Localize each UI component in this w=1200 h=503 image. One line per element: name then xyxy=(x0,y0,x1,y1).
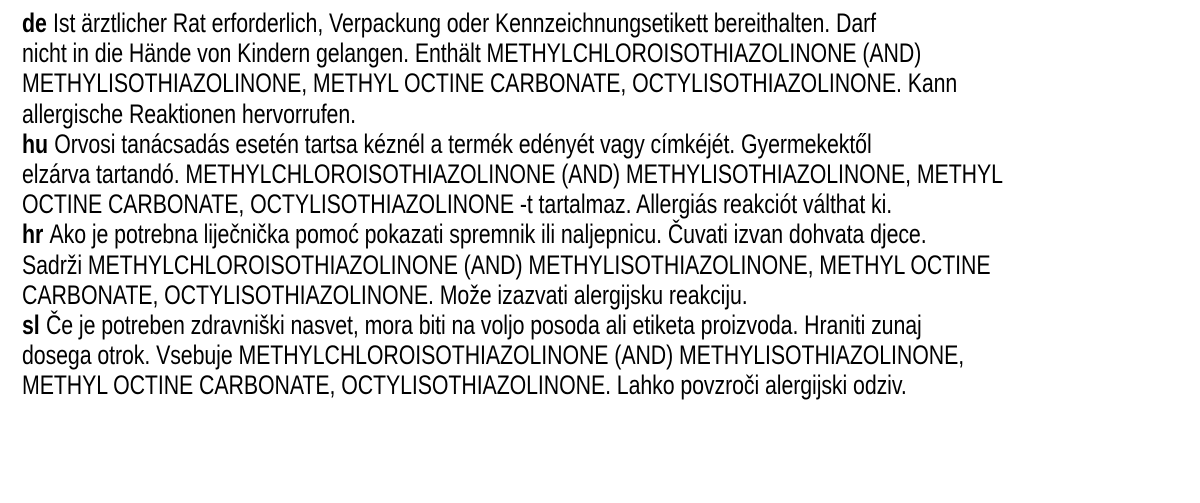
text-line xyxy=(22,219,931,249)
line-text: CARBONATE, OCTYLISOTHIAZOLINONE. Može izazvati alergijsku reakciju. xyxy=(22,279,748,310)
line-text: elzárva tartandó. METHYLCHLOROISOTHIAZOLINONE (AND) METHYLISOTHIAZOLINONE, METHYL xyxy=(22,158,1003,189)
text-line xyxy=(22,38,931,68)
line-text: allergische Reaktionen hervorrufen. xyxy=(22,98,356,129)
line-text: Ist ärztlicher Rat erforderlich, Verpackung oder Kennzeichnungsetikett bereithalten. Darf xyxy=(53,8,876,38)
line-text: OCTINE CARBONATE, OCTYLISOTHIAZOLINONE -t tartalmaz. Allergiás reakciót válthat ki. xyxy=(22,189,893,220)
text-line xyxy=(22,129,931,159)
text-line xyxy=(22,340,965,371)
text-line xyxy=(22,249,991,280)
line-text: Sadrži METHYLCHLOROISOTHIAZOLINONE (AND) METHYLISOTHIAZOLINONE, METHYL OCTINE xyxy=(22,249,991,280)
text-line xyxy=(22,68,958,99)
section-hr xyxy=(22,219,1172,310)
text-line xyxy=(22,370,931,400)
section-de xyxy=(22,8,1172,129)
text-line xyxy=(22,310,931,340)
text-line xyxy=(22,280,931,310)
section-hu xyxy=(22,129,1172,220)
text-line xyxy=(22,99,931,129)
line-text: nicht in die Hände von Kindern gelangen. Enthält METHYLCHLOROISOTHIAZOLINONE (AND) xyxy=(22,38,922,69)
safety-label-text xyxy=(22,8,1172,400)
language-code-hu: hu xyxy=(22,128,48,159)
line-text: Ako je potrebna liječnička pomoć pokazati spremnik ili naljepnicu. Čuvati izvan dohvata djece. xyxy=(49,219,927,250)
line-text: Če je potreben zdravniški nasvet, mora biti na voljo posoda ali etiketa proizvoda. Hraniti zunaj xyxy=(45,309,922,340)
section-sl xyxy=(22,310,1172,401)
text-line xyxy=(22,189,931,219)
language-code-hr: hr xyxy=(22,219,44,250)
line-text: METHYL OCTINE CARBONATE, OCTYLISOTHIAZOLINONE. Lahko povzroči alergijski odziv. xyxy=(22,370,907,401)
line-text: METHYLISOTHIAZOLINONE, METHYL OCTINE CARBONATE, OCTYLISOTHIAZOLINONE. Kann xyxy=(22,68,958,99)
language-code-sl: sl xyxy=(22,309,40,340)
line-text: Orvosi tanácsadás esetén tartsa kéznél a termék edényét vagy címkéjét. Gyermekektől xyxy=(54,128,872,159)
language-code-de: de xyxy=(22,8,47,38)
text-line xyxy=(22,158,1003,189)
line-text: dosega otrok. Vsebuje METHYLCHLOROISOTHIAZOLINONE (AND) METHYLISOTHIAZOLINONE, xyxy=(22,340,965,371)
text-line xyxy=(22,8,931,38)
